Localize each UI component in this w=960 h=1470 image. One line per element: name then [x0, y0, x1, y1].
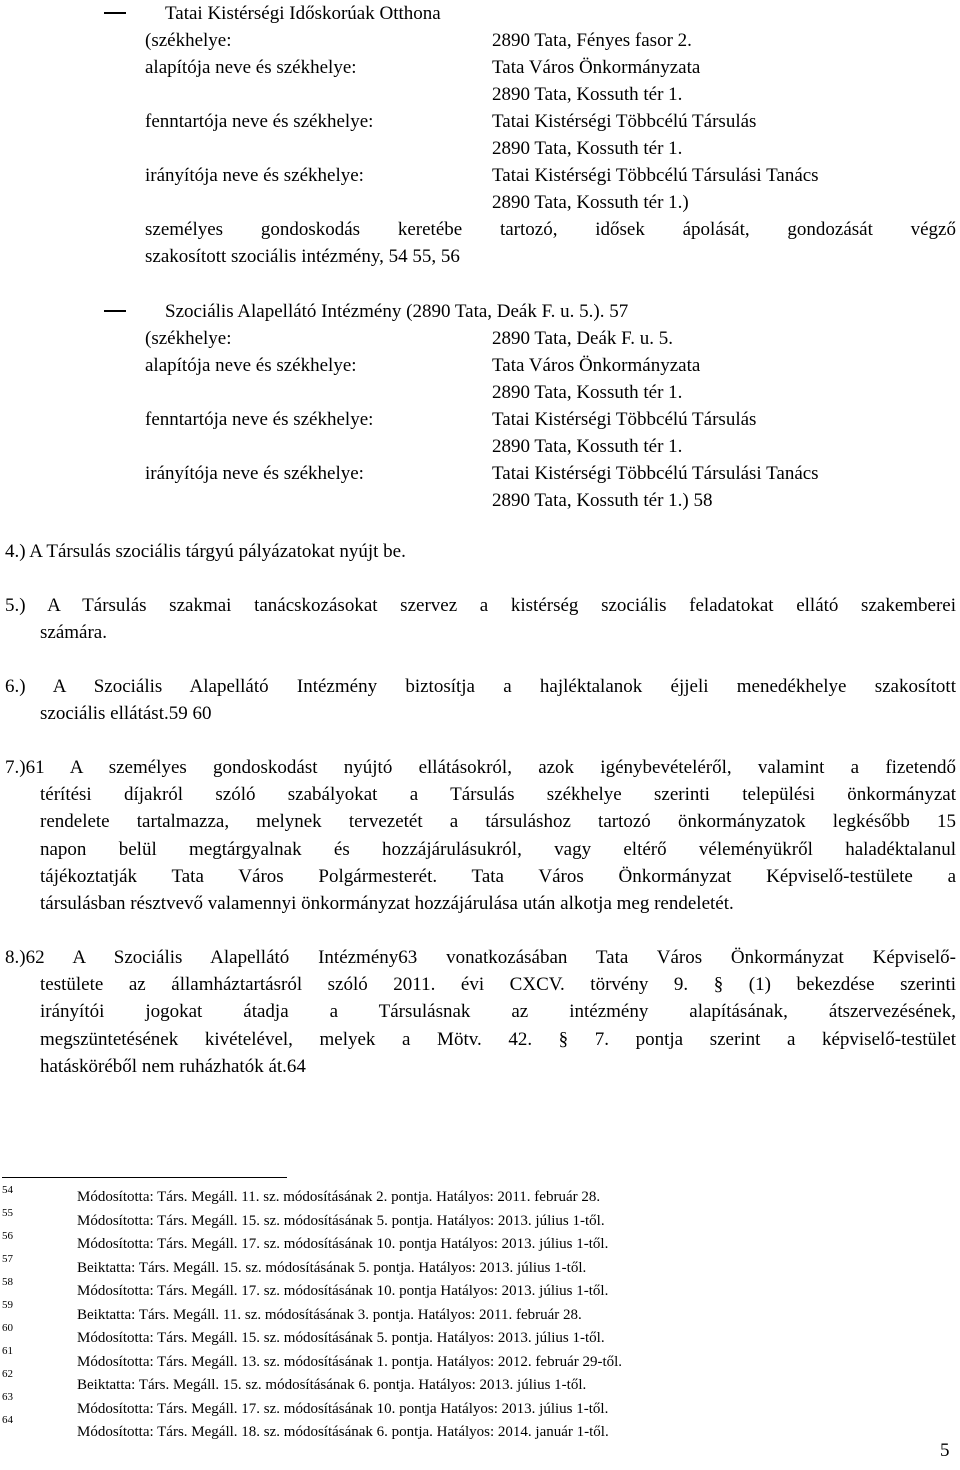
footnote-number: 63 [2, 1391, 13, 1403]
maintainer-address: 2890 Tata, Kossuth tér 1. [492, 138, 683, 159]
paragraph-4: 4.) A Társulás szociális tárgyú pályázatokat nyújt be. [5, 541, 406, 562]
text-line: napon belül megtárgyalnak és hozzájárulásukról, vagy eltérő véleményükről haladéktalanul [40, 838, 956, 860]
paragraph-5 [5, 592, 956, 646]
footnote-text: Módosította: Társ. Megáll. 15. sz. módosításának 5. pontja. Hatályos: 2013. július 1-től. [77, 1212, 605, 1229]
director-name: Tatai Kistérségi Többcélú Társulási Tanács [492, 165, 819, 186]
footnote-separator [2, 1177, 287, 1178]
maintainer-label: fenntartója neve és székhelye: [145, 409, 374, 430]
founder-label: alapítója neve és székhelye: [145, 355, 357, 376]
footnote-text: Módosította: Társ. Megáll. 17. sz. módosításának 10. pontja Hatályos: 2013. július 1-től. [77, 1283, 609, 1299]
footnote-number: 61 [2, 1345, 13, 1357]
maintainer-label: fenntartója neve és székhelye: [145, 111, 374, 132]
text-line: társulásban résztvevő valamennyi önkormányzat hozzájárulása után alkotja meg rendeletét. [40, 893, 734, 915]
footnote-number: 54 [2, 1184, 13, 1196]
seat-label: (székhelye: [145, 30, 232, 51]
institution-name: Tatai Kistérségi Időskorúak Otthona [165, 3, 441, 24]
page-number: 5 [940, 1440, 950, 1461]
maintainer-address: 2890 Tata, Kossuth tér 1. [492, 436, 683, 457]
founder-name: Tata Város Önkormányzata [492, 355, 701, 376]
text-line: testülete az államháztartásról szóló 2011. évi CXCV. törvény 9. § (1) bekezdése szerinti [40, 974, 956, 996]
footnote-number: 56 [2, 1230, 13, 1242]
text-line: hatásköréből nem ruházhatók át.64 [40, 1055, 306, 1077]
seat-value: 2890 Tata, Deák F. u. 5. [492, 328, 673, 349]
text-line: 5.) A Társulás szakmai tanácskozásokat szervez a kistérség szociális feladatokat ellátó szakemberei [5, 595, 956, 616]
footnote-text: Beiktatta: Társ. Megáll. 15. sz. módosításának 5. pontja. Hatályos: 2013. július 1-től. [77, 1259, 587, 1276]
paragraph-6 [5, 673, 956, 727]
footnote-number: 59 [2, 1299, 13, 1311]
director-label: irányítója neve és székhelye: [145, 463, 364, 484]
text-line: számára. [40, 622, 107, 644]
paragraph-7 [5, 754, 956, 917]
footnote-text: Módosította: Társ. Megáll. 17. sz. módosításának 10. pontja Hatályos: 2013. július 1-től. [77, 1400, 609, 1417]
founder-label: alapítója neve és székhelye: [145, 57, 357, 78]
institution-name: Szociális Alapellátó Intézmény (2890 Tata, Deák F. u. 5.). 57 [165, 301, 629, 322]
maintainer-name: Tatai Kistérségi Többcélú Társulás [492, 409, 757, 430]
text-line: 8.)62 A Szociális Alapellátó Intézmény63 vonatkozásában Tata Város Önkormányzat Képviselő- [5, 947, 956, 968]
founder-address: 2890 Tata, Kossuth tér 1. [492, 84, 683, 105]
footnote-text: Beiktatta: Társ. Megáll. 15. sz. módosításának 6. pontja. Hatályos: 2013. július 1-től. [77, 1377, 587, 1393]
footnote-number: 57 [2, 1253, 13, 1265]
director-address: 2890 Tata, Kossuth tér 1.) 58 [492, 490, 713, 511]
list-dash [104, 310, 126, 312]
director-name: Tatai Kistérségi Többcélú Társulási Tanács [492, 463, 819, 484]
footnote-number: 55 [2, 1207, 13, 1219]
footnote-number: 62 [2, 1368, 13, 1380]
founder-name: Tata Város Önkormányzata [492, 57, 701, 78]
text-line: szakosított szociális intézmény, 54 55, 56 [145, 246, 460, 268]
footnote-text: Módosította: Társ. Megáll. 17. sz. módosításának 10. pontja Hatályos: 2013. július 1-től. [77, 1236, 609, 1252]
text-line: rendelete tartalmazza, melynek tervezetét a társuláshoz tartozó önkormányzatok legkésőbb 15 [40, 811, 956, 833]
text-line: megszüntetésének kivételével, melyek a Mötv. 42. § 7. pontja szerint a képviselő-testület [40, 1028, 956, 1050]
text-line: 6.) A Szociális Alapellátó Intézmény biztosítja a hajléktalanok éjjeli menedékhelye szakosított [5, 676, 956, 697]
footnote-text: Módosította: Társ. Megáll. 11. sz. módosításának 2. pontja. Hatályos: 2011. február 28. [77, 1189, 601, 1205]
founder-address: 2890 Tata, Kossuth tér 1. [492, 382, 683, 403]
footnote-text: Módosította: Társ. Megáll. 13. sz. módosításának 1. pontja. Hatályos: 2012. február 29-től. [77, 1353, 623, 1370]
footnote-text: Beiktatta: Társ. Megáll. 11. sz. módosításának 3. pontja. Hatályos: 2011. február 28. [77, 1306, 582, 1323]
footnote-number: 58 [2, 1276, 13, 1288]
text-line: személyes gondoskodás keretébe tartozó, idősek ápolását, gondozását végző [145, 219, 956, 240]
maintainer-name: Tatai Kistérségi Többcélú Társulás [492, 111, 757, 132]
seat-label: (székhelye: [145, 328, 232, 349]
text-line: irányítói jogokat átadja a Társulásnak az intézmény alapításának, átszervezésének, [40, 1001, 956, 1023]
text-line: tájékoztatják Tata Város Polgármesterét. Tata Város Önkormányzat Képviselő-testülete a [40, 865, 956, 887]
list-dash [104, 12, 126, 14]
director-label: irányítója neve és székhelye: [145, 165, 364, 186]
footnote-text: Módosította: Társ. Megáll. 15. sz. módosításának 5. pontja. Hatályos: 2013. július 1-től. [77, 1330, 605, 1346]
paragraph-8 [5, 944, 956, 1080]
text-line: 7.)61 A személyes gondoskodást nyújtó ellátásokról, azok igénybevételéről, valamint a fizetendő [5, 757, 956, 778]
footnote-number: 64 [2, 1414, 13, 1426]
director-address: 2890 Tata, Kossuth tér 1.) [492, 192, 689, 213]
institution-description [145, 216, 956, 270]
seat-value: 2890 Tata, Fényes fasor 2. [492, 30, 692, 51]
text-line: térítési díjakról szóló szabályokat a Társulás székhelye szerinti települési önkormányzat [40, 784, 956, 806]
footnote-text: Módosította: Társ. Megáll. 18. sz. módosításának 6. pontja. Hatályos: 2014. január 1-től. [77, 1424, 609, 1440]
text-line: szociális ellátást.59 60 [40, 703, 212, 725]
footnote-number: 60 [2, 1322, 13, 1334]
